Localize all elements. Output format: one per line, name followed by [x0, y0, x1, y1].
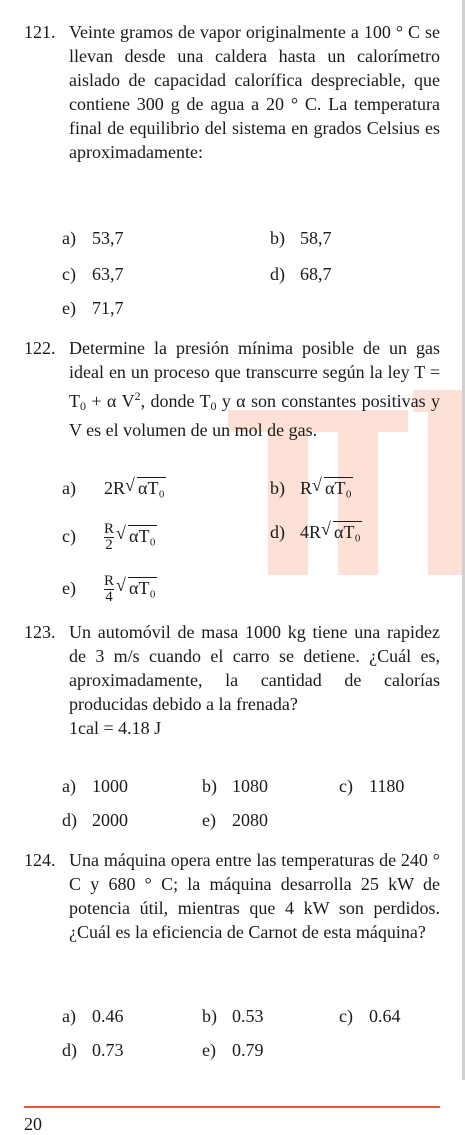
fraction: $\frac{R}{4}$: [104, 573, 115, 605]
option-b[interactable]: b) 58,7: [270, 228, 332, 248]
sqrt-symbol: √ αT₀: [312, 475, 352, 498]
question-122: [24, 336, 440, 442]
question-number: 124.: [24, 850, 56, 870]
option-b[interactable]: b) 0.53: [202, 1006, 264, 1026]
option-a[interactable]: a) 53,7: [62, 228, 124, 248]
footer-rule: [24, 1106, 440, 1108]
question-text: Una máquina opera entre las temperaturas de 240 ° C y 680 ° C; la máquina desarrolla 25 kW de potencia útil, mientras que 4 kW son perdidos. ¿Cuál es la eficiencia de Carnot de esta máquina?: [69, 850, 440, 942]
option-b[interactable]: b) R √ αT₀: [270, 475, 352, 498]
option-d[interactable]: d) 0.73: [62, 1040, 124, 1060]
option-c[interactable]: c) 1180: [339, 776, 405, 796]
question-number: 122.: [24, 338, 56, 358]
question-text: Determine la presión mínima posible de un gas ideal en un proceso que transcurre según la ley $T = T_0 + \alpha$ $V^2$, donde $T_0$ y α son constantes positivas y V es el volumen de un mol de gas.: [69, 338, 440, 440]
option-e[interactable]: e) 0.79: [202, 1040, 264, 1060]
option-b[interactable]: b) 1080: [202, 776, 268, 796]
option-e[interactable]: e) 71,7: [62, 298, 124, 318]
question-121: [24, 20, 440, 164]
option-e[interactable]: e) $\frac{R}{4}$ √ αT₀: [62, 573, 156, 605]
unit-equivalence: 1cal = 4.18 J: [69, 718, 162, 738]
question-text: Veinte gramos de vapor originalmente a 100 ° C se llevan desde una caldera hasta un calorímetro aislado de capacidad calorífica despreciable, que contiene 300 g de agua a 20 ° C. La temperatura final de equilibrio del sistema en grados Celsius es aproximadamente:: [69, 22, 440, 162]
sqrt-symbol: √ αT₀: [116, 574, 156, 598]
option-d[interactable]: d) 68,7: [270, 264, 332, 284]
option-c[interactable]: c) 63,7: [62, 264, 124, 284]
option-d[interactable]: d) 4R √ αT₀: [270, 519, 361, 542]
option-c[interactable]: c) 0.64: [339, 1006, 401, 1026]
option-a[interactable]: a) 2R √ αT₀: [62, 475, 165, 498]
question-text: Un automóvil de masa 1000 kg tiene una rapidez de 3 m/s cuando el carro se detiene. ¿Cuál es, aproximadamente, la cantidad de calorías producidas debido a la frenada?: [69, 622, 440, 714]
question-123: [24, 620, 440, 740]
option-a[interactable]: a) 1000: [62, 776, 128, 796]
sqrt-symbol: √ αT₀: [116, 522, 156, 546]
option-e[interactable]: e) 2080: [202, 810, 268, 830]
question-number: 121.: [24, 22, 56, 42]
sqrt-symbol: √ αT₀: [321, 519, 361, 542]
option-a[interactable]: a) 0.46: [62, 1006, 124, 1026]
question-number: 123.: [24, 622, 56, 642]
option-c[interactable]: c) $\frac{R}{2}$ √ αT₀: [62, 521, 156, 553]
question-124: [24, 848, 440, 944]
fraction: $\frac{R}{2}$: [104, 521, 115, 553]
option-d[interactable]: d) 2000: [62, 810, 128, 830]
page-number: 20: [24, 1114, 42, 1134]
sqrt-symbol: √ αT₀: [125, 475, 165, 498]
